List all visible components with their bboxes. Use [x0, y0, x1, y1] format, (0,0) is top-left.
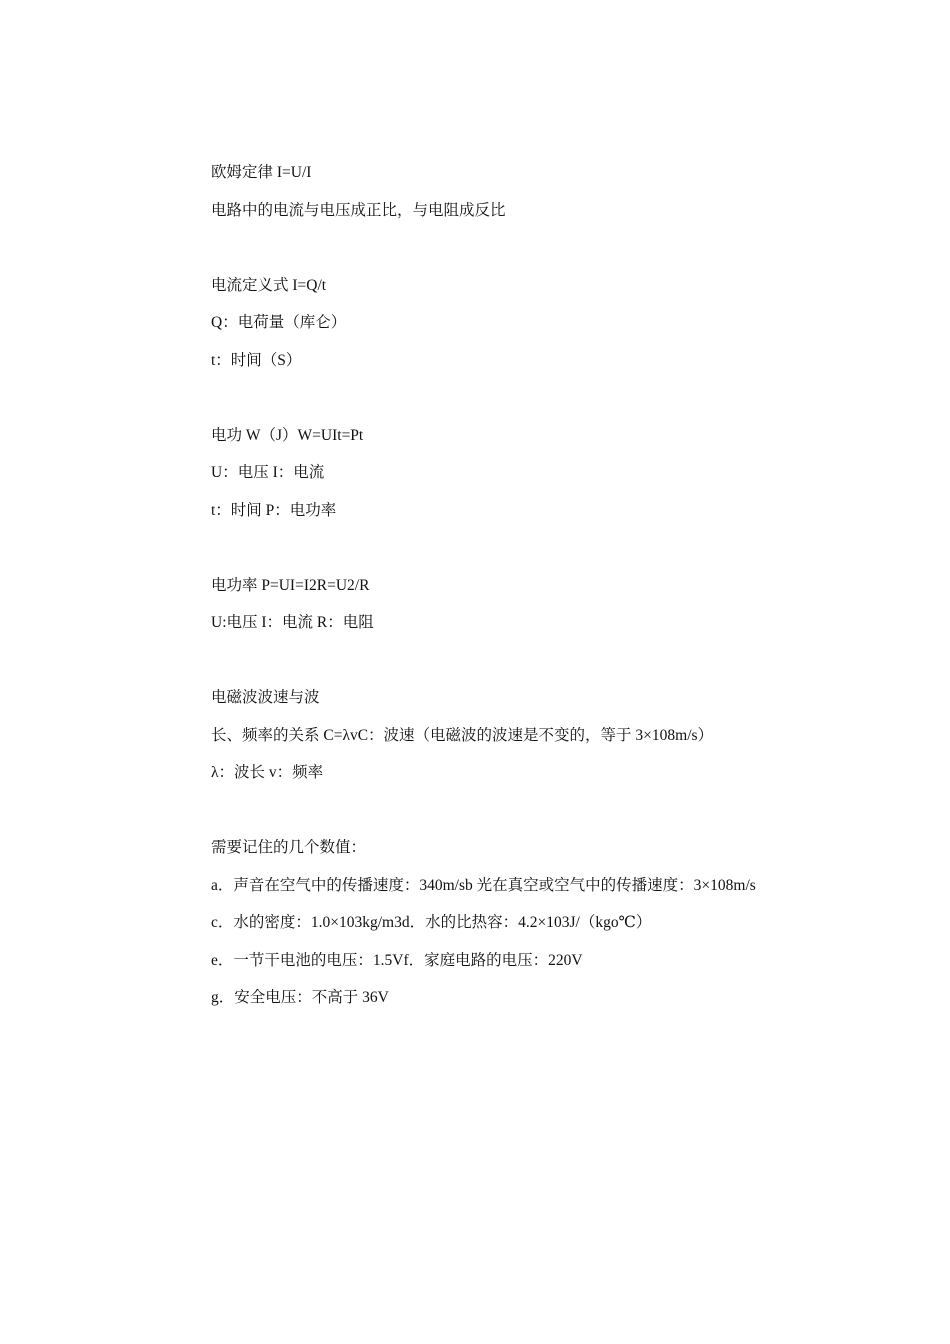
text-line: t：时间 P：电功率 — [211, 501, 337, 519]
section-electric-power — [211, 576, 891, 634]
section-ohms-law — [211, 163, 891, 221]
text-line: 电路中的电流与电压成正比，与电阻成反比 — [211, 201, 506, 219]
text-line: λ：波长 v：频率 — [211, 764, 324, 781]
section-key-values — [211, 838, 891, 1008]
section-electric-work — [211, 426, 891, 521]
text-line: 长、频率的关系 C=λvC：波速（电磁波的波速是不变的，等于 3×108m/s） — [211, 726, 714, 744]
text-line: e．一节干电池的电压：1.5Vf．家庭电路的电压：220V — [211, 951, 583, 969]
section-spacer — [211, 388, 891, 426]
text-line: 电功 W（J）W=UIt=Pt — [211, 426, 364, 444]
text-line: U:电压 I：电流 R：电阻 — [211, 614, 374, 631]
section-spacer — [211, 238, 891, 276]
text-line: g．安全电压：不高于 36V — [211, 989, 389, 1006]
section-spacer — [211, 651, 891, 689]
text-line: 电功率 P=UI=I2R=U2/R — [211, 576, 370, 594]
section-current-definition — [211, 276, 891, 371]
section-spacer — [211, 538, 891, 576]
text-line: t：时间（S） — [211, 351, 302, 369]
section-spacer — [211, 801, 891, 839]
text-line: Q：电荷量（库仑） — [211, 314, 347, 331]
text-line: a．声音在空气中的传播速度：340m/sb 光在真空或空气中的传播速度：3×108m/s — [211, 876, 756, 894]
section-em-wave — [211, 688, 891, 783]
text-line: 需要记住的几个数值： — [211, 839, 367, 856]
text-line: 电流定义式 I=Q/t — [211, 276, 327, 294]
text-line: c．水的密度：1.0×103kg/m3d．水的比热容：4.2×103J/（kgo℃） — [211, 914, 652, 931]
text-line: U：电压 I：电流 — [211, 464, 325, 481]
text-line: 欧姆定律 I=U/I — [211, 164, 312, 181]
text-line: 电磁波波速与波 — [211, 689, 320, 706]
document-body — [211, 163, 891, 1026]
